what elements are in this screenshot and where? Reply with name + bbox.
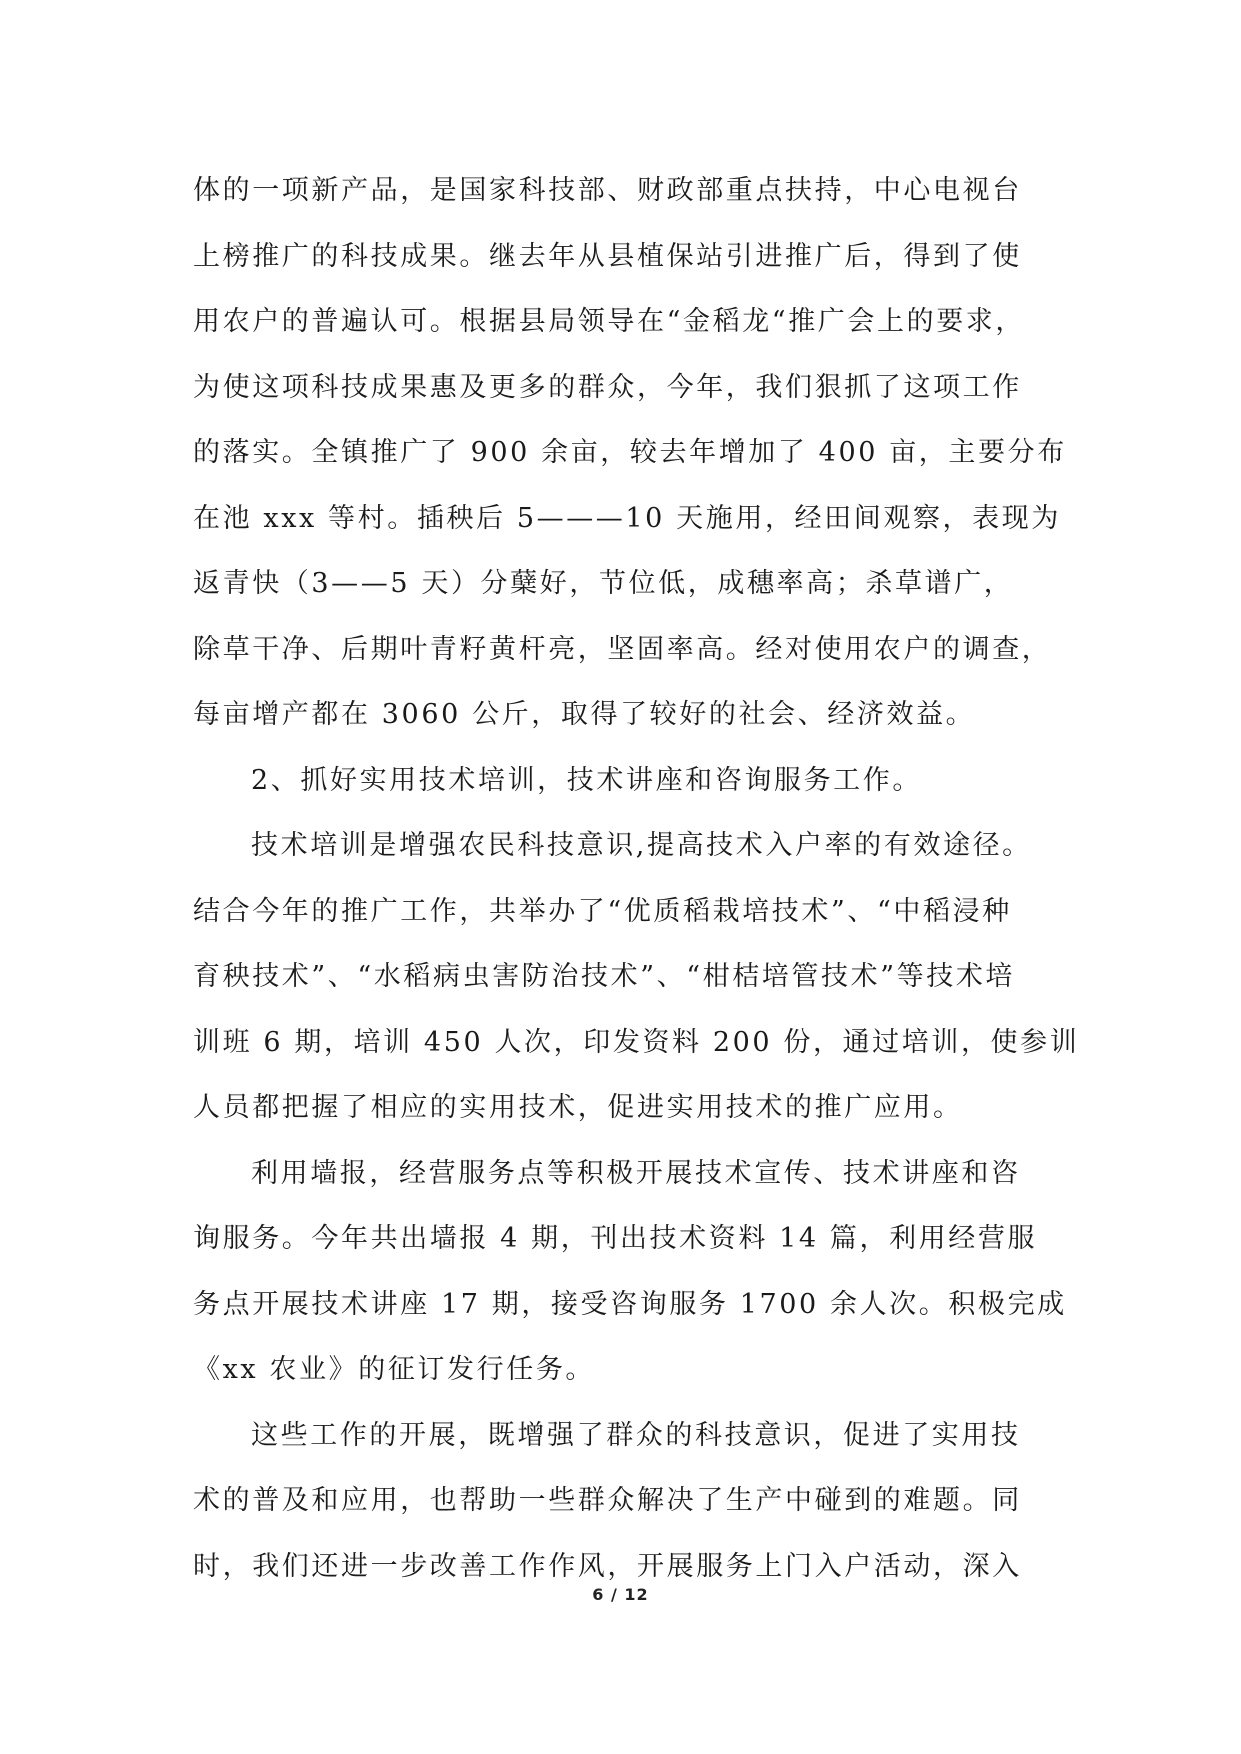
text-line: 人员都把握了相应的实用技术，促进实用技术的推广应用。 <box>193 1092 963 1123</box>
text-line: 除草干净、后期叶青籽黄杆亮，坚固率高。经对使用农户的调查， <box>193 633 1052 665</box>
text-line: 为使这项科技成果惠及更多的群众，今年，我们狠抓了这项工作 <box>193 371 1022 403</box>
text-line: 术的普及和应用，也帮助一些群众解决了生产中碰到的难题。同 <box>193 1485 1022 1516</box>
page-number: 6 / 12 <box>592 1585 649 1604</box>
text-line: 2、抓好实用技术培训，技术讲座和咨询服务工作。 <box>251 764 922 796</box>
text-line: 结合今年的推广工作，共举办了“优质稻栽培技术”、“中稻浸种 <box>193 895 1012 927</box>
text-line: 体的一项新产品，是国家科技部、财政部重点扶持，中心电视台 <box>193 175 1022 206</box>
text-line: 时，我们还进一步改善工作作风，开展服务上门入户活动，深入 <box>193 1550 1022 1582</box>
text-line: 务点开展技术讲座 17 期，接受咨询服务 1700 余人次。积极完成 <box>193 1288 1067 1320</box>
text-line: 利用墙报，经营服务点等积极开展技术宣传、技术讲座和咨 <box>251 1157 1021 1189</box>
document-body <box>193 158 1093 1599</box>
text-line: 用农户的普遍认可。根据县局领导在“金稻龙“推广会上的要求， <box>193 306 1026 337</box>
text-line: 在池 xxx 等村。插秧后 5———10 天施用，经田间观察，表现为 <box>193 502 1061 534</box>
text-line: 的落实。全镇推广了 900 余亩，较去年增加了 400 亩，主要分布 <box>193 437 1067 468</box>
text-line: 训班 6 期，培训 450 人次，印发资料 200 份，通过培训，使参训 <box>193 1026 1080 1058</box>
text-line: 育秧技术”、“水稻病虫害防治技术”、“柑桔培管技术”等技术培 <box>193 961 1016 992</box>
text-line: 这些工作的开展，既增强了群众的科技意识，促进了实用技 <box>251 1419 1021 1451</box>
text-line: 上榜推广的科技成果。继去年从县植保站引进推广后，得到了使 <box>193 240 1022 272</box>
text-line: 返青快（3——5 天）分蘖好，节位低，成穗率高；杀草谱广， <box>193 568 1014 599</box>
text-line: 《xx 农业》的征订发行任务。 <box>193 1354 596 1385</box>
text-line: 每亩增产都在 3060 公斤，取得了较好的社会、经济效益。 <box>193 699 976 730</box>
text-line: 技术培训是增强农民科技意识,提高技术入户率的有效途径。 <box>251 830 1032 861</box>
text-line: 询服务。今年共出墙报 4 期，刊出技术资料 14 篇，利用经营服 <box>193 1223 1038 1254</box>
